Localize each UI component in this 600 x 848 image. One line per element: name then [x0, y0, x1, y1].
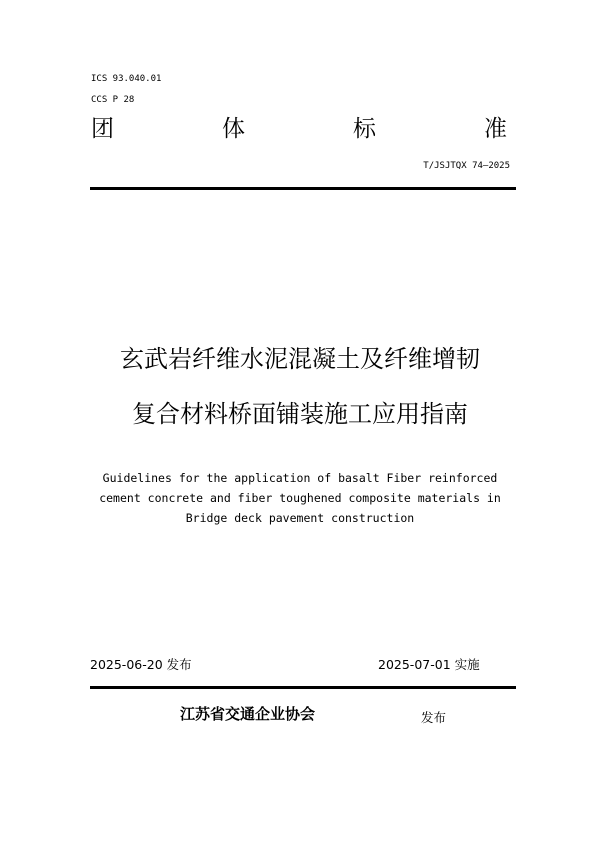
bottom-divider [90, 686, 516, 689]
publish-label: 发布 [421, 710, 447, 725]
top-divider [90, 187, 516, 190]
standard-number: T/JSJTQX 74—2025 [423, 161, 510, 171]
ccs-code: CCS P 28 [91, 95, 135, 105]
standard-type-char-1: 团 [91, 116, 114, 142]
publishing-organization: 江苏省交通企业协会 [180, 705, 316, 723]
standard-type-char-3: 标 [353, 116, 376, 142]
standard-type-char-4: 准 [484, 116, 507, 142]
title-chinese-line-2: 复合材料桥面铺装施工应用指南 [132, 400, 468, 428]
standard-type-char-2: 体 [222, 116, 245, 142]
title-english-line-2: cement concrete and fiber toughened composite materials in [99, 491, 501, 505]
issue-date: 2025-06-20 发布 [90, 657, 192, 672]
title-english-line-3: Bridge deck pavement construction [185, 511, 415, 525]
title-chinese-line-1: 玄武岩纤维水泥混凝土及纤维增韧 [120, 345, 480, 373]
ics-code: ICS 93.040.01 [91, 74, 162, 84]
implementation-date: 2025-07-01 实施 [378, 657, 480, 672]
title-english-line-1: Guidelines for the application of basalt Fiber reinforced [102, 471, 498, 485]
